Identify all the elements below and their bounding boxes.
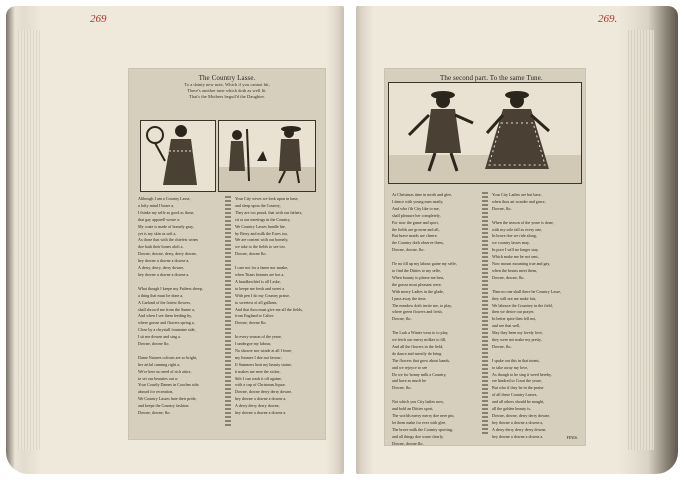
verse-line: With pen I do my Country praise,: [235, 292, 290, 298]
verse-line: Downe, downe &c.: [235, 320, 267, 326]
verse-line: hey downe a downe a downe a,: [492, 419, 544, 425]
verse-column-2: [235, 196, 318, 428]
verse-line: [492, 351, 578, 358]
verse-line: [492, 213, 578, 220]
verse-line: [138, 279, 221, 286]
verse-line: Downe, downe &c.: [392, 440, 424, 446]
verse-line: A handkerchief is all I aske,: [235, 278, 281, 284]
verse-line: I dance with young men neatly,: [392, 198, 444, 204]
column-divider: [225, 196, 231, 428]
verse-line: [392, 323, 478, 330]
verse-line: In poor I will no longer stay,: [492, 247, 539, 253]
verse-line: hey downe a downe a downe a,: [138, 258, 190, 264]
verse-line: a thing that must be done a,: [138, 292, 184, 298]
verse-line: Downe, downe, &c.: [392, 247, 425, 253]
verse-line: No showre nor winde at all I feare,: [235, 347, 293, 353]
verse-line: May they been my lovely love,: [492, 330, 543, 336]
verse-line: Downe, &c.: [492, 343, 512, 349]
verse-line: I'le no fill up my labour gaine my selfe,: [392, 261, 457, 267]
verse-line: As though to be sing it weed hereby,: [492, 371, 552, 377]
verse-line: doe bath their bones aloft a.: [138, 244, 184, 250]
verse-line: and sleep upon the Country,: [235, 202, 281, 208]
verse-line: When the season of the yeare is done,: [492, 219, 554, 225]
verse-line: We are content with our homely,: [235, 237, 289, 243]
verse-line: Downe, downe, derry derry downe,: [492, 413, 551, 418]
verse-line: and all others should be nought,: [492, 399, 545, 405]
verse-line: In every season of the yeare,: [235, 334, 282, 340]
verse-column-1: [138, 196, 221, 428]
verse-line: abroad for recreation,: [138, 389, 174, 395]
verse-line: a lofty mind I beare a,: [138, 202, 175, 208]
verse-line: I care not for a fanne nor maske,: [235, 265, 289, 271]
woodcut-two-figures: [388, 82, 582, 184]
verse-line: her artful cunning right a,: [138, 361, 180, 367]
left-page-number: 269: [90, 13, 107, 25]
verse-line: by Berry and milk the Ewes too,: [235, 230, 289, 236]
verse-line: Which make me be not sent,: [492, 254, 539, 260]
subtitle-line: To a dainty new note, Which if you cannot hit,: [184, 82, 270, 87]
ballad-title: The second part. To the same Tune.: [440, 74, 543, 82]
verse-line: The worlds merry merry doe nere pin,: [392, 413, 455, 418]
verse-line: [492, 282, 578, 289]
verse-line: Downe, downe &c.: [235, 251, 267, 257]
verse-line: In brave doe we ride along,: [492, 233, 537, 239]
verse-line: where green flowers and fresh,: [392, 309, 443, 315]
verse-line: We're here no need of rich attire,: [138, 368, 192, 374]
verse-line: yet is my skin as soft a,: [138, 230, 177, 236]
verse-line: Downe, &c.: [492, 205, 512, 211]
verse-line: I thinke my selfe as good as those,: [138, 209, 195, 215]
verse-line: But brave maids are cheere,: [392, 233, 438, 239]
verse-line: hey downe a downe a downe a.: [492, 433, 544, 439]
verse-line: A derry derry derry derry downe,: [492, 426, 547, 432]
verse-line: What though I keepe my Fathers sheep,: [138, 285, 203, 291]
verse-line: where grasse and flowers spring a,: [138, 320, 195, 326]
ballad-subtitle: [128, 82, 326, 100]
verse-line: hey downe a downe a downe a.: [138, 271, 190, 277]
verse-line: my limmes I doe not favour;: [235, 354, 282, 360]
verse-line: Your Courtly Dames in Coaches ride,: [138, 382, 200, 388]
verse-line: and all things doe wane clearly,: [392, 433, 444, 439]
verse-line: I pass away the time,: [392, 295, 427, 301]
verse-line: I spake out this in that intent,: [492, 357, 540, 363]
verse-line: Do we for bonny milk a Country,: [392, 371, 447, 377]
woodcut-lady: [140, 120, 216, 192]
verse-line: For now the game and sport,: [392, 219, 439, 225]
verse-line: I undergoe my labour,: [235, 341, 272, 347]
verse-line: we fetch our merry milkes to fill,: [392, 337, 447, 343]
verse-line: hey downe a downe a downe a.: [235, 410, 287, 416]
verse-line: Although I am a Country Lasse,: [138, 196, 191, 201]
verse-line: to find the Ditties to my selfe,: [392, 267, 442, 273]
verse-line: to keepe me fresh and sweet a.: [235, 285, 286, 291]
verse-line: ere hindred to Court the yeare,: [492, 378, 543, 384]
verse-line: when thou art wonder and grace,: [492, 198, 546, 204]
verse-line: [235, 258, 318, 265]
verse-line: Downe, downe, &c.: [492, 274, 525, 280]
finis-mark: FINIS.: [566, 435, 578, 440]
verse-line: Downe, &c.: [392, 316, 412, 322]
ballad-sheet-right: [384, 68, 586, 446]
verse-line: let them make for ever with glee,: [392, 419, 447, 425]
verse-line: [392, 392, 478, 399]
verse-line: A Garland of the fairest flowers,: [138, 299, 191, 305]
verse-line: we country lasses may,: [492, 240, 530, 246]
verse-line: With merry Ladies in the glade,: [392, 288, 444, 294]
verse-line: Your City Ladies are but base,: [492, 192, 542, 197]
verse-line: Downe, downe, derry, derry downe,: [138, 251, 197, 257]
page-edges: [18, 30, 40, 450]
verse-line: If Summers heat my beauty staine,: [235, 361, 292, 367]
column-divider: [482, 192, 488, 436]
verse-line: that gay apparell weare a:: [138, 216, 181, 222]
woodcut-shepherds: [218, 120, 316, 192]
verse-line: the fields are growne and all,: [392, 226, 440, 232]
verse-line: [235, 327, 318, 334]
ballad-sheet-left: [128, 68, 326, 440]
verse-line: [138, 348, 221, 355]
verse-line: And who i'th City like to me,: [392, 205, 440, 211]
verse-line: In better spite then fell not,: [492, 316, 537, 322]
verse-line: When bounty to please me best,: [392, 274, 445, 280]
verse-line: and have as much be: [392, 378, 427, 384]
verse-line: We laboure the Countrey in the field,: [492, 302, 553, 308]
verse-line: We Country Lasses handle hie,: [235, 223, 286, 229]
verse-line: At Christmas time in mirth and glee,: [392, 192, 452, 197]
verse-line: and bold an Ditties sport,: [392, 406, 434, 412]
verse-line: And that thou must give me all the fields,: [235, 306, 303, 312]
verse-line: they were not make my pretty,: [492, 337, 542, 343]
verse-line: sit at our meetings in the Country,: [235, 216, 291, 222]
verse-line: Dame Natures colours are so bright,: [138, 354, 198, 360]
verse-line: Your City wives we look upon in base,: [235, 196, 299, 201]
verse-line: shall pleasure her completely,: [392, 212, 441, 218]
verse-line: Not which you City ladies now,: [392, 399, 444, 405]
verse-line: the Country doth observe them,: [392, 240, 444, 246]
verse-columns: [138, 196, 318, 428]
verse-line: The Lark a Winter wear to to play,: [392, 330, 449, 336]
verse-line: A derry derry derry downe,: [235, 403, 280, 409]
verse-line: to take away my love,: [492, 364, 529, 370]
verse-line: hey downe a downe a downe a,: [235, 396, 287, 402]
verse-line: [392, 254, 478, 261]
verse-line: I sit me downe and sing a.: [138, 334, 181, 340]
verse-line: We Country Lasses hate their pride,: [138, 396, 197, 402]
verse-line: Then no one shall there be Country Lasse,: [492, 288, 562, 294]
verse-line: and we rejoyce to see: [392, 364, 428, 370]
verse-line: And all the flowers in the field,: [392, 343, 444, 349]
verse-line: we take to the fields to see too.: [235, 244, 286, 250]
verse-line: The flowers that grow about hands,: [392, 357, 450, 363]
verse-line: the grasse most pleasant were,: [392, 281, 442, 287]
verse-line: when Titans beames are hot a,: [235, 271, 285, 277]
verse-line: But who if they be in the praise: [492, 385, 544, 391]
verse-line: with my sole fall as every one,: [492, 226, 543, 232]
left-page: [6, 6, 344, 474]
verse-line: Downe, downe &c.: [138, 341, 170, 347]
verse-line: from England to Calice.: [235, 313, 275, 319]
verse-line: Downe, &c.: [392, 385, 412, 391]
verse-line: all the golden beauty is,: [492, 406, 531, 412]
verse-column-1: [392, 192, 478, 446]
verse-line: and see that well,: [492, 323, 521, 329]
verse-line: The brave milk the Country sporting,: [392, 426, 453, 432]
right-page-number: 269.: [598, 13, 618, 25]
verse-line: to set our beauties out a:: [138, 375, 178, 381]
verse-line: then we desire our prayer,: [492, 309, 535, 315]
verse-line: As those that with the chiefest wines: [138, 237, 199, 243]
verse-line: And when I see them feeding by,: [138, 313, 192, 319]
verse-line: Close by a chrystall fountaine side,: [138, 327, 196, 333]
subtitle-line: That's the Mothers beguil'd the Daughter.: [189, 94, 265, 99]
verse-line: They are too proud, that with our fathers,: [235, 209, 303, 215]
verse-line: A derry, derry, derry downe,: [138, 265, 185, 271]
verse-line: to sweetest of all gallants,: [235, 299, 278, 305]
verse-line: do dance and merrily do bring: [392, 350, 442, 356]
verse-line: when the beasts meet them,: [492, 267, 538, 273]
verse-line: they will not me make fair,: [492, 295, 537, 301]
verse-line: of all these Country Lasses,: [492, 392, 538, 398]
page-edges: [628, 30, 654, 450]
verse-line: My coate is made of homely gray,: [138, 223, 194, 229]
verse-line: shall shrowd me from the Sunne a,: [138, 306, 195, 312]
verse-line: it makes me nere the sicker,: [235, 368, 281, 374]
right-page: [356, 6, 678, 474]
verse-line: Now mount mounting true and gay,: [492, 261, 551, 267]
verse-line: Sith I can wash it off againe,: [235, 375, 282, 381]
verse-line: Downe, downe, &c.: [138, 410, 171, 416]
subtitle-line: There's another tune which doth as well fit.: [187, 88, 267, 93]
verse-line: The meadow doth invite me, to play,: [392, 302, 452, 308]
verse-line: Downe, downe derry derry downe,: [235, 389, 293, 395]
ballad-title: The Country Lasse.: [198, 74, 256, 82]
verse-line: and keepe the Country fashion:: [138, 403, 190, 409]
verse-line: with a cup of Christmas liquor.: [235, 382, 286, 388]
book-gutter: [344, 0, 356, 480]
